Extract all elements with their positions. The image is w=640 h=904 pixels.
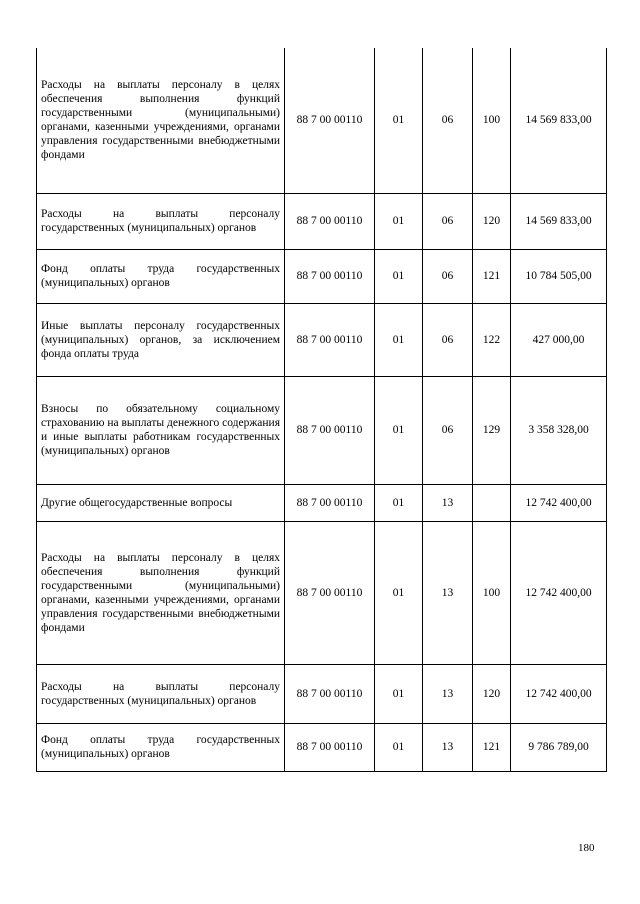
table-row [37,376,607,484]
row-section: 01 [375,303,423,376]
table-row [37,249,607,303]
row-section: 01 [375,484,423,521]
row-description: Взносы по обязательному социальному страхованию на выплаты денежного содержания и иные выплаты работникам государственных (муниципальных) органов [37,376,285,484]
row-csr-code: 88 7 00 00110 [285,193,375,249]
row-amount: 10 784 505,00 [511,249,607,303]
row-description: Расходы на выплаты персоналу в целях обеспечения выполнения функций государственными (муниципальными) органами, казенными учреждениями, органами управления государственными внебюджетными фондами [37,521,285,664]
row-expense-type: 100 [473,521,511,664]
row-section: 01 [375,376,423,484]
row-section: 01 [375,193,423,249]
row-expense-type: 120 [473,664,511,723]
row-amount: 9 786 789,00 [511,723,607,771]
page-number: 180 [578,842,595,854]
row-amount: 3 358 328,00 [511,376,607,484]
row-section: 01 [375,249,423,303]
budget-table [36,48,607,772]
table-row [37,48,607,193]
row-subsection: 13 [423,484,473,521]
row-subsection: 13 [423,723,473,771]
row-expense-type: 100 [473,48,511,193]
row-expense-type: 121 [473,249,511,303]
table-row [37,521,607,664]
row-expense-type: 129 [473,376,511,484]
row-description: Расходы на выплаты персоналу государственных (муниципальных) органов [37,664,285,723]
row-expense-type [473,484,511,521]
row-section: 01 [375,664,423,723]
row-expense-type: 122 [473,303,511,376]
row-csr-code: 88 7 00 00110 [285,48,375,193]
row-description: Расходы на выплаты персоналу государственных (муниципальных) органов [37,193,285,249]
row-subsection: 06 [423,303,473,376]
row-subsection: 06 [423,193,473,249]
table-row [37,723,607,771]
row-subsection: 06 [423,376,473,484]
row-description: Расходы на выплаты персоналу в целях обеспечения выполнения функций государственными (муниципальными) органами, казенными учреждениями, органами управления государственными внебюджетными фондами [37,48,285,193]
row-subsection: 06 [423,249,473,303]
row-csr-code: 88 7 00 00110 [285,376,375,484]
row-amount: 14 569 833,00 [511,193,607,249]
row-csr-code: 88 7 00 00110 [285,484,375,521]
row-csr-code: 88 7 00 00110 [285,664,375,723]
row-amount: 12 742 400,00 [511,484,607,521]
row-csr-code: 88 7 00 00110 [285,249,375,303]
row-section: 01 [375,48,423,193]
row-csr-code: 88 7 00 00110 [285,521,375,664]
row-description: Иные выплаты персоналу государственных (муниципальных) органов, за исключением фонда оплаты труда [37,303,285,376]
row-description: Фонд оплаты труда государственных (муниципальных) органов [37,249,285,303]
row-expense-type: 121 [473,723,511,771]
row-subsection: 06 [423,48,473,193]
row-subsection: 13 [423,521,473,664]
table-row [37,193,607,249]
row-amount: 12 742 400,00 [511,521,607,664]
row-subsection: 13 [423,664,473,723]
row-section: 01 [375,723,423,771]
table-row [37,303,607,376]
row-csr-code: 88 7 00 00110 [285,303,375,376]
row-csr-code: 88 7 00 00110 [285,723,375,771]
row-section: 01 [375,521,423,664]
row-expense-type: 120 [473,193,511,249]
row-amount: 12 742 400,00 [511,664,607,723]
row-description: Другие общегосударственные вопросы [37,484,285,521]
row-description: Фонд оплаты труда государственных (муниципальных) органов [37,723,285,771]
table-row [37,484,607,521]
row-amount: 14 569 833,00 [511,48,607,193]
row-amount: 427 000,00 [511,303,607,376]
table-row [37,664,607,723]
